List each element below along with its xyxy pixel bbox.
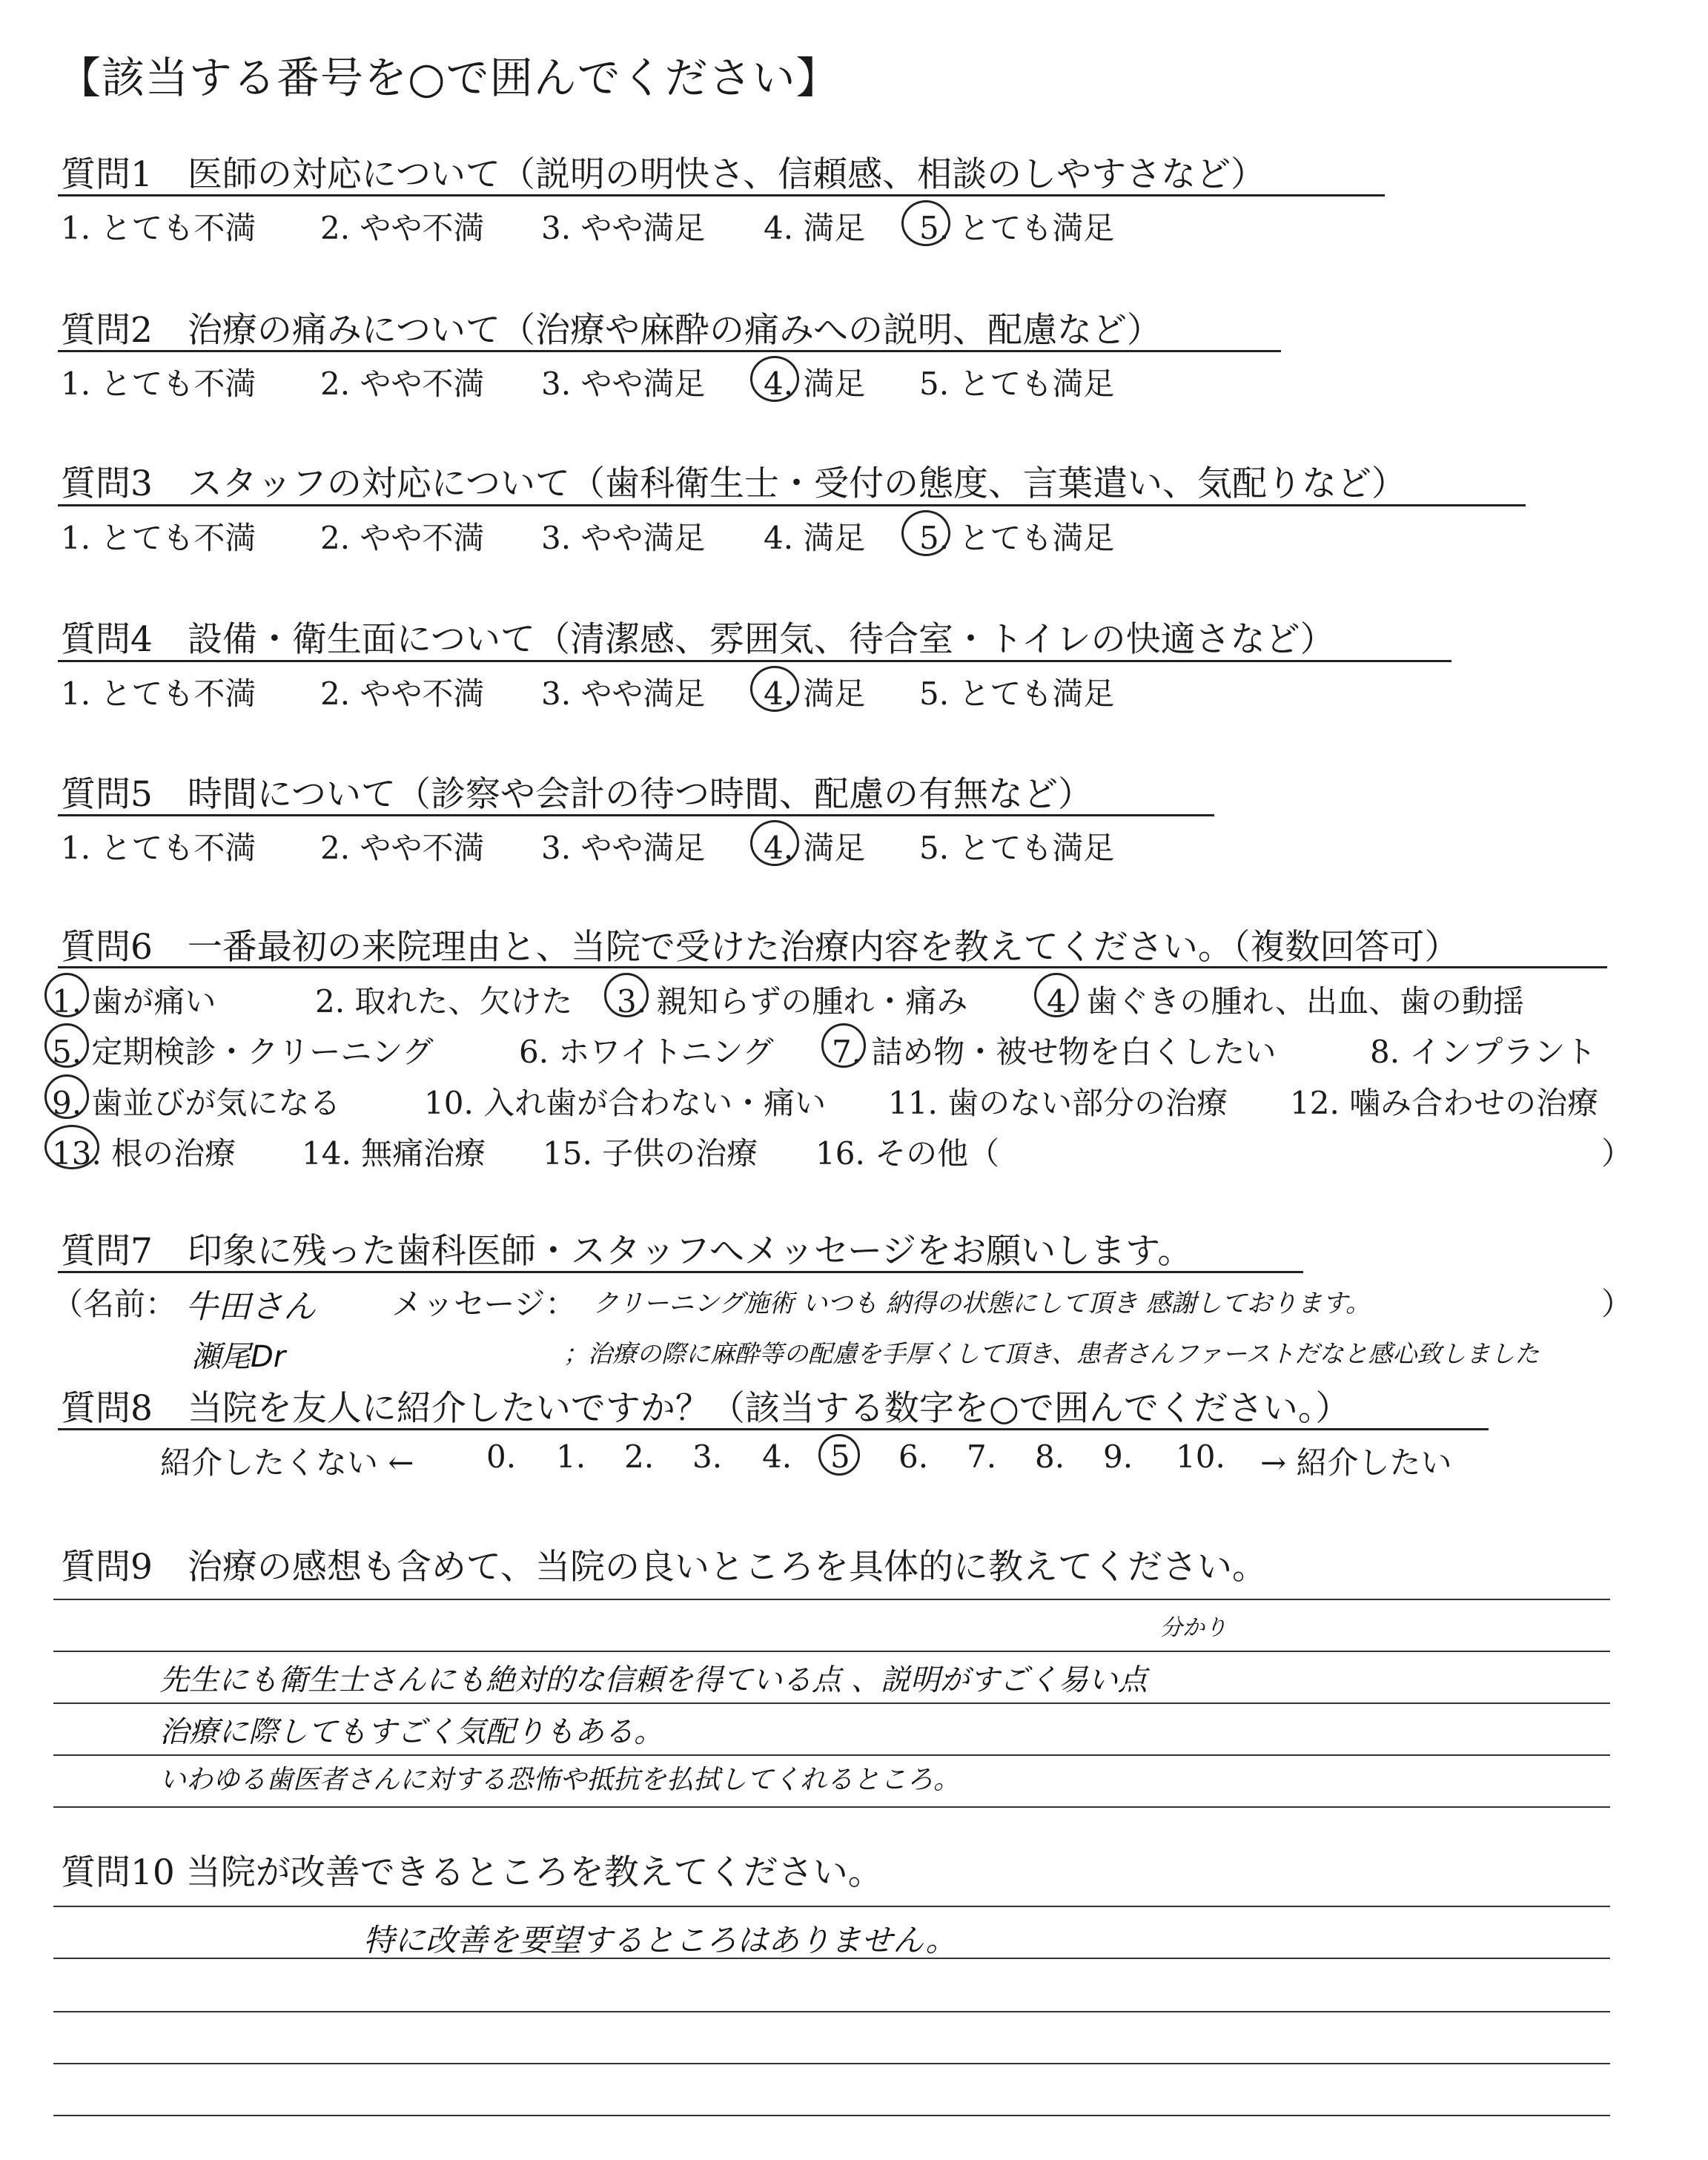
q6-opt-14[interactable]: 14. 無痛治療: [302, 1135, 486, 1172]
q3-underline: [58, 504, 1526, 506]
q5-opt-1[interactable]: 1. とても不満: [61, 830, 256, 866]
q10-rule-5: [53, 2115, 1610, 2116]
q6-circle-13: [44, 1125, 99, 1169]
q6-opt-13[interactable]: 13. 根の治療: [52, 1135, 236, 1172]
q4-opt-4[interactable]: 4. 満足: [764, 676, 866, 712]
q6-opt-7[interactable]: 7. 詰め物・被せ物を白くしたい: [832, 1034, 1277, 1070]
q6-opt-8[interactable]: 8. インプラント: [1370, 1034, 1597, 1070]
q9-line-2[interactable]: 治療に際してもすごく気配りもある。: [159, 1715, 663, 1749]
q4-opt-3[interactable]: 3. やや満足: [541, 676, 706, 712]
q1-underline: [58, 194, 1385, 196]
q9-rule-5: [53, 1806, 1610, 1808]
q8-opt-3[interactable]: 3.: [692, 1439, 723, 1475]
q2-opt-3[interactable]: 3. やや満足: [541, 366, 706, 402]
q2-opt-4[interactable]: 4. 満足: [764, 366, 866, 402]
q6-opt-16[interactable]: 16. その他（: [815, 1135, 1000, 1172]
q4-opt-1[interactable]: 1. とても不満: [61, 676, 256, 712]
q7-close-paren: ）: [1601, 1286, 1633, 1322]
q8-opt-9[interactable]: 9.: [1103, 1439, 1133, 1475]
q9-line-1[interactable]: 先生にも衛生士さんにも絶対的な信頼を得ている点 、説明がすごく易い点: [159, 1663, 1148, 1697]
q4-underline: [58, 660, 1452, 662]
q6-title: 質問6 一番最初の来院理由と、当院で受けた治療内容を教えてください。（複数回答可）: [61, 927, 1460, 968]
q10-rule-4: [53, 2063, 1610, 2064]
q8-opt-8[interactable]: 8.: [1035, 1439, 1065, 1475]
q5-title: 質問5 時間について（診察や会計の待つ時間、配慮の有無など）: [61, 774, 1093, 815]
q7-name2[interactable]: 瀬尾Dr: [191, 1340, 286, 1374]
q3-opt-4[interactable]: 4. 満足: [764, 520, 866, 556]
q6-opt-5[interactable]: 5. 定期検診・クリーニング: [52, 1034, 434, 1070]
q4-opt-5[interactable]: 5. とても満足: [919, 676, 1115, 712]
q7-message-label: メッセージ：: [391, 1286, 577, 1322]
q8-opt-6[interactable]: 6.: [898, 1439, 929, 1475]
q1-selected-circle: [901, 200, 950, 246]
q5-selected-circle: [750, 820, 799, 866]
q6-circle-7: [821, 1023, 866, 1068]
q9-rule-1: [53, 1599, 1610, 1600]
q1-opt-3[interactable]: 3. やや満足: [541, 210, 706, 246]
q8-right-label: → 紹介したい: [1260, 1444, 1452, 1481]
q2-underline: [58, 350, 1281, 352]
q7-name-label: （名前：: [52, 1286, 177, 1322]
q5-opt-5[interactable]: 5. とても満足: [919, 830, 1115, 866]
q10-rule-1: [53, 1906, 1610, 1907]
q2-selected-circle: [750, 356, 799, 402]
q4-opt-2[interactable]: 2. やや不満: [320, 676, 485, 712]
q8-opt-1[interactable]: 1.: [556, 1439, 586, 1475]
q8-opt-0[interactable]: 0.: [486, 1439, 517, 1475]
q8-selected-circle: [818, 1434, 860, 1476]
q6-circle-4: [1034, 973, 1079, 1017]
q6-underline: [58, 966, 1607, 968]
q3-opt-2[interactable]: 2. やや不満: [320, 520, 485, 556]
q6-opt-3[interactable]: 3. 親知らずの腫れ・痛み: [617, 983, 968, 1020]
q9-line-3[interactable]: いわゆる歯医者さんに対する恐怖や抵抗を払拭してくれるところ。: [159, 1765, 961, 1795]
q7-message1[interactable]: クリーニング施術 いつも 納得の状態にして頂き 感謝しております。: [593, 1289, 1371, 1318]
q4-title: 質問4 設備・衛生面について（清潔感、雰囲気、待合室・トイレの快適さなど）: [61, 619, 1335, 660]
q8-left-label: 紹介したくない ←: [160, 1444, 414, 1481]
q1-opt-4[interactable]: 4. 満足: [764, 210, 866, 246]
q2-opt-1[interactable]: 1. とても不満: [61, 366, 256, 402]
q4-selected-circle: [750, 666, 799, 712]
q6-opt-4[interactable]: 4. 歯ぐきの腫れ、出血、歯の動揺: [1047, 983, 1524, 1020]
q6-opt-11[interactable]: 11. 歯のない部分の治療: [888, 1085, 1228, 1121]
q7-message2[interactable]: ；治療の際に麻酔等の配慮を手厚くして頂き、患者さんファーストだなと感心致しました: [563, 1339, 1540, 1368]
q10-title: 質問10 当院が改善できるところを教えてください。: [61, 1852, 883, 1893]
q6-opt-10[interactable]: 10. 入れ歯が合わない・痛い: [424, 1085, 827, 1121]
q8-opt-2[interactable]: 2.: [624, 1439, 655, 1475]
q3-title: 質問3 スタッフの対応について（歯科衛生士・受付の態度、言葉遣い、気配りなど）: [61, 463, 1406, 504]
q9-rule-4: [53, 1754, 1610, 1756]
q1-opt-5[interactable]: 5. とても満足: [919, 210, 1115, 246]
q6-opt-9[interactable]: 9. 歯並びが気になる: [52, 1085, 341, 1121]
q6-opt-15[interactable]: 15. 子供の治療: [543, 1135, 758, 1172]
q7-name1[interactable]: 牛田さん: [185, 1288, 316, 1326]
q3-selected-circle: [901, 510, 950, 556]
q1-opt-1[interactable]: 1. とても不満: [61, 210, 256, 246]
q5-opt-4[interactable]: 4. 満足: [764, 830, 866, 866]
q6-opt-1[interactable]: 1. 歯が痛い: [52, 983, 216, 1020]
q8-opt-10[interactable]: 10.: [1176, 1439, 1225, 1475]
q8-title: 質問8 当院を友人に紹介したいですか？（該当する数字を○で囲んでください。）: [61, 1388, 1351, 1429]
q2-opt-5[interactable]: 5. とても満足: [919, 366, 1115, 402]
q3-opt-5[interactable]: 5. とても満足: [919, 520, 1115, 556]
q8-opt-5[interactable]: 5: [830, 1439, 850, 1475]
q10-line-1[interactable]: 特に改善を要望するところはありません。: [363, 1922, 957, 1958]
q6-circle-3: [604, 973, 649, 1017]
q9-rule-2: [53, 1651, 1610, 1652]
q6-circle-5: [44, 1023, 89, 1068]
q5-underline: [58, 814, 1214, 816]
q5-opt-3[interactable]: 3. やや満足: [541, 830, 706, 866]
q6-opt-2[interactable]: 2. 取れた、欠けた: [315, 983, 573, 1020]
q6-opt-12[interactable]: 12. 噛み合わせの治療: [1290, 1085, 1599, 1121]
q6-circle-9: [44, 1074, 89, 1119]
q6-other-close: ）: [1601, 1135, 1633, 1172]
q7-title: 質問7 印象に残った歯科医師・スタッフへメッセージをお願いします。: [61, 1231, 1193, 1272]
form-heading: 【該当する番号を○で囲んでください】: [58, 53, 840, 103]
q1-title: 質問1 医師の対応について（説明の明快さ、信頼感、相談のしやすさなど）: [61, 154, 1266, 195]
q7-underline: [58, 1271, 1303, 1273]
q3-opt-1[interactable]: 1. とても不満: [61, 520, 256, 556]
q8-underline: [58, 1428, 1489, 1430]
q2-title: 質問2 治療の痛みについて（治療や麻酔の痛みへの説明、配慮など）: [61, 310, 1162, 351]
q9-title: 質問9 治療の感想も含めて、当院の良いところを具体的に教えてください。: [61, 1547, 1267, 1588]
q6-opt-6[interactable]: 6. ホワイトニング: [519, 1034, 774, 1070]
q2-opt-2[interactable]: 2. やや不満: [320, 366, 485, 402]
q8-opt-7[interactable]: 7.: [967, 1439, 997, 1475]
q5-opt-2[interactable]: 2. やや不満: [320, 830, 485, 866]
q8-opt-4[interactable]: 4.: [762, 1439, 792, 1475]
q10-rule-3: [53, 2011, 1610, 2012]
q3-opt-3[interactable]: 3. やや満足: [541, 520, 706, 556]
q9-insert-note: 分かり: [1160, 1615, 1227, 1641]
q6-circle-1: [44, 973, 89, 1017]
q9-rule-3: [53, 1702, 1610, 1704]
q1-opt-2[interactable]: 2. やや不満: [320, 210, 485, 246]
